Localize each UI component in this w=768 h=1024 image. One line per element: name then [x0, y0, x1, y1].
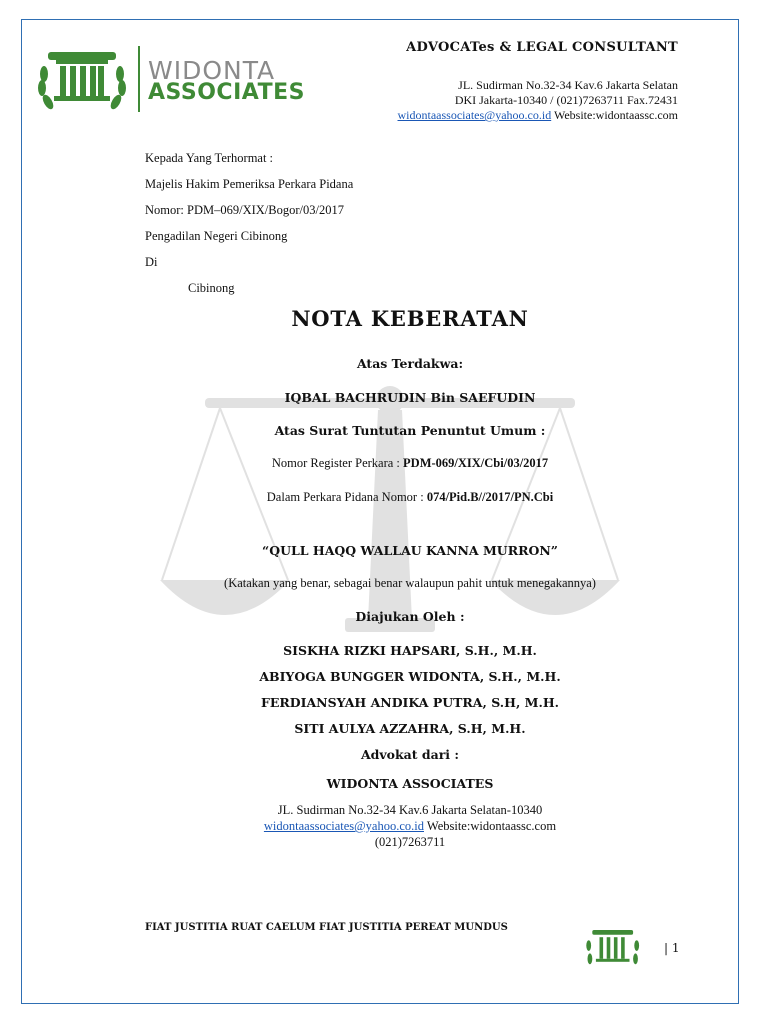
case-label: Dalam Perkara Pidana Nomor :: [266, 490, 427, 504]
quote: “QULL HAQQ WALLAU KANNA MURRON”: [262, 543, 558, 558]
header-contact: [398, 108, 678, 123]
quote-translation: (Katakan yang benar, sebagai benar walaupun pahit untuk menegakannya): [224, 576, 596, 590]
register-number: [0, 456, 768, 471]
register-label: Nomor Register Perkara :: [271, 456, 404, 470]
firm-contact: [0, 819, 768, 834]
recipient-line: Kepada Yang Terhormat :: [145, 151, 274, 165]
recipient-line: Di: [145, 255, 158, 269]
advocate-name: FERDIANSYAH ANDIKA PUTRA, S.H, M.H.: [260, 695, 560, 710]
case-value: 074/Pid.B//2017/PN.Cbi: [426, 490, 554, 504]
header-address-1: JL. Sudirman No.32-34 Kav.6 Jakarta Selatan: [458, 78, 678, 92]
firm-address: JL. Sudirman No.32-34 Kav.6 Jakarta Selatan-10340: [277, 803, 543, 817]
register-value: PDM-069/XIX/Cbi/03/2017: [403, 456, 549, 470]
pillar-laurel-icon: [30, 24, 135, 124]
submitted-by-label: Diajukan Oleh :: [355, 609, 465, 624]
advocate-name: SISKHA RIZKI HAPSARI, S.H., M.H.: [283, 643, 537, 658]
logo-divider: [138, 46, 140, 112]
advocate-from-label: Advokat dari :: [360, 747, 460, 762]
logo-name: WIDONTA: [148, 56, 276, 85]
recipient-line: Nomor: PDM–069/XIX/Bogor/03/2017: [145, 203, 344, 217]
firm-name: WIDONTA ASSOCIATES: [326, 776, 494, 791]
recipient-line: Cibinong: [188, 281, 235, 295]
document-title: NOTA KEBERATAN: [291, 306, 529, 331]
case-number: [0, 490, 768, 505]
firm-website: Website:widontaassc.com: [424, 819, 557, 833]
advocate-name: ABIYOGA BUNGGER WIDONTA, S.H., M.H.: [259, 669, 561, 684]
page-number: | 1: [664, 941, 680, 955]
defendant-name: IQBAL BACHRUDIN Bin SAEFUDIN: [284, 390, 536, 405]
header-address-2: DKI Jakarta-10340 / (021)7263711 Fax.72431: [454, 93, 678, 107]
header-title: ADVOCATes & LEGAL CONSULTANT: [406, 40, 678, 55]
firm-logo: [30, 24, 305, 130]
recipient-line: Majelis Hakim Pemeriksa Perkara Pidana: [145, 177, 354, 191]
atas-surat-label: Atas Surat Tuntutan Penuntut Umum :: [274, 423, 546, 438]
logo-sub: ASSOCIATES: [148, 80, 305, 105]
atas-terdakwa-label: Atas Terdakwa:: [356, 356, 464, 371]
recipient-line: Pengadilan Negeri Cibinong: [145, 229, 288, 243]
footer-motto: FIAT JUSTITIA RUAT CAELUM FIAT JUSTITIA PEREAT MUNDUS: [145, 922, 508, 933]
advocate-name: SITI AULYA AZZAHRA, S.H, M.H.: [294, 721, 526, 736]
footer-logo-icon: [568, 918, 658, 978]
firm-phone: (021)7263711: [374, 835, 446, 849]
header-email-link[interactable]: widontaassociates@yahoo.co.id: [397, 108, 552, 122]
header-website: Website:widontaassc.com: [551, 108, 678, 122]
firm-email-link[interactable]: widontaassociates@yahoo.co.id: [263, 819, 424, 833]
